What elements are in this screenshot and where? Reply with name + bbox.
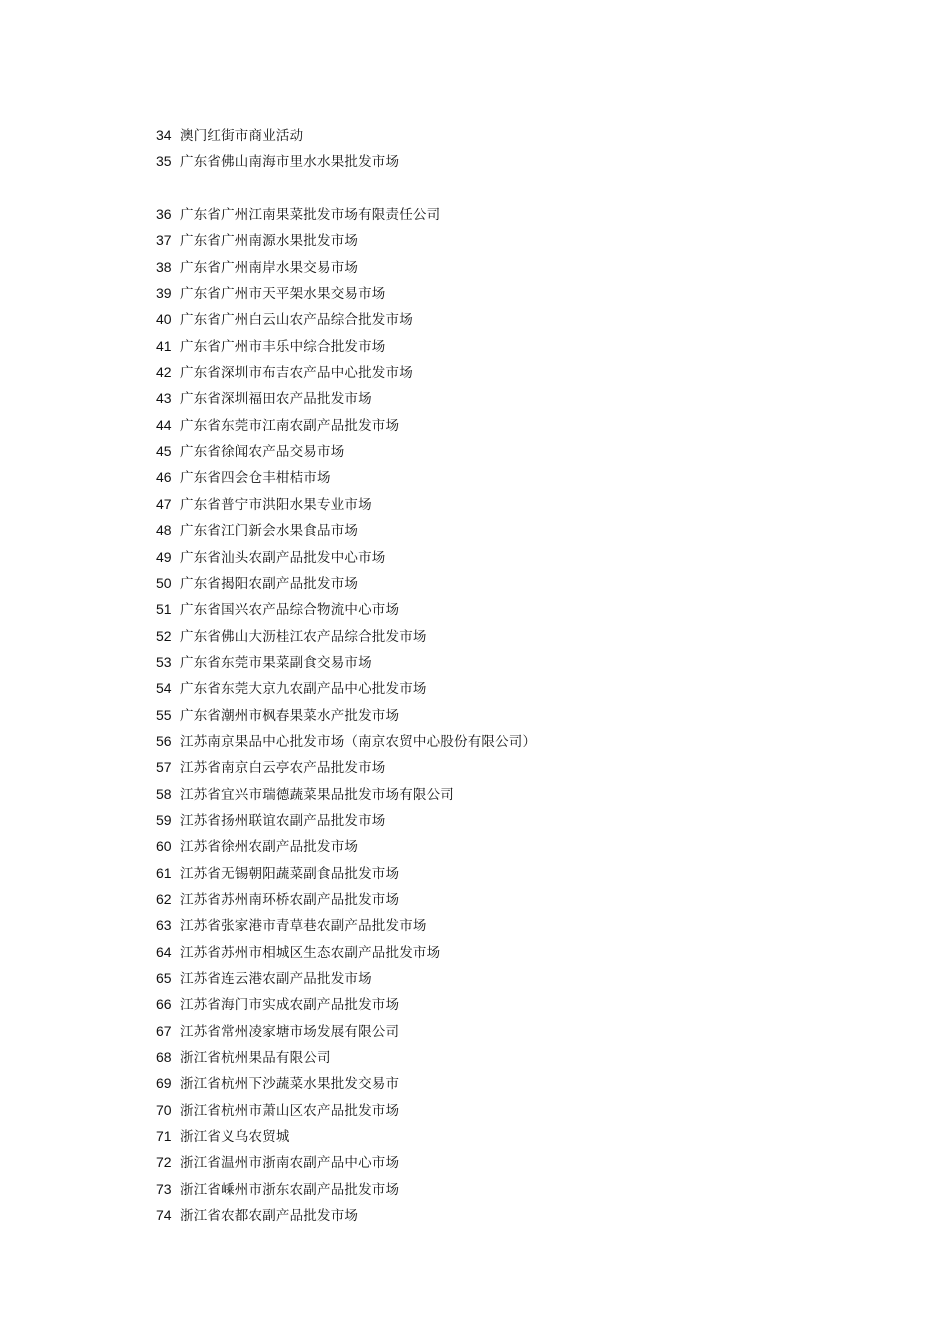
list-item [156,464,536,490]
list-item [156,965,536,991]
item-number: 46 [156,469,172,486]
item-name: 广东省四会仓丰柑桔市场 [180,470,331,487]
item-number: 63 [156,917,172,934]
list-item [156,860,536,886]
item-name: 浙江省杭州市萧山区农产品批发市场 [180,1102,400,1119]
list-item [156,1070,536,1096]
list-item [156,1123,536,1149]
list-item [156,1176,536,1202]
item-number: 60 [156,838,172,855]
item-number: 70 [156,1101,172,1118]
list-item [156,807,536,833]
item-name: 广东省广州市天平架水果交易市场 [180,286,386,303]
list-item [156,122,536,148]
item-name: 广东省东莞大京九农副产品中心批发市场 [180,681,427,698]
item-number: 62 [156,890,172,907]
list-item [156,201,536,227]
list-item [156,886,536,912]
item-name: 广东省东莞市果菜副食交易市场 [180,654,372,671]
item-number: 47 [156,495,172,512]
item-name: 浙江省杭州下沙蔬菜水果批发交易市 [180,1076,400,1093]
item-name: 广东省广州白云山农产品综合批发市场 [180,312,413,329]
list-item [156,939,536,965]
item-name: 广东省深圳福田农产品批发市场 [180,391,372,408]
list-item [156,833,536,859]
item-name: 广东省国兴农产品综合物流中心市场 [180,602,400,619]
item-name: 江苏省常州凌家塘市场发展有限公司 [180,1023,400,1040]
item-number: 67 [156,1022,172,1039]
list-item [156,254,536,280]
list-item [156,1018,536,1044]
item-number: 57 [156,759,172,776]
item-name: 广东省广州江南果菜批发市场有限责任公司 [180,207,441,224]
item-name: 广东省潮州市枫春果菜水产批发市场 [180,707,400,724]
item-name: 江苏省徐州农副产品批发市场 [180,839,359,856]
list-item [156,306,536,332]
list-item [156,991,536,1017]
item-name: 江苏省扬州联谊农副产品批发市场 [180,812,386,829]
item-number: 43 [156,390,172,407]
list-item [156,227,536,253]
item-name: 江苏南京果品中心批发市场（南京农贸中心股份有限公司） [180,733,537,750]
item-number: 72 [156,1154,172,1171]
item-name: 江苏省无锡朝阳蔬菜副食品批发市场 [180,865,400,882]
item-number: 56 [156,732,172,749]
item-name: 广东省汕头农副产品批发中心市场 [180,549,386,566]
item-number: 58 [156,785,172,802]
item-name: 浙江省杭州果品有限公司 [180,1050,331,1067]
item-number: 51 [156,601,172,618]
item-name: 广东省江门新会水果食品市场 [180,523,359,540]
item-name: 广东省徐闻农产品交易市场 [180,444,345,461]
item-name: 广东省广州南源水果批发市场 [180,233,359,250]
item-number: 54 [156,680,172,697]
list-item [156,517,536,543]
item-number: 59 [156,811,172,828]
item-number: 36 [156,206,172,223]
list-item [156,359,536,385]
list-item [156,438,536,464]
item-name: 江苏省海门市实成农副产品批发市场 [180,997,400,1014]
item-number: 49 [156,548,172,565]
list-item [156,544,536,570]
list-item [156,728,536,754]
list-item [156,148,536,174]
item-number: 34 [156,127,172,143]
item-number: 64 [156,943,172,960]
item-number: 48 [156,522,172,539]
list-item [156,912,536,938]
item-name: 广东省揭阳农副产品批发市场 [180,575,359,592]
list-item [156,623,536,649]
item-number: 39 [156,285,172,302]
item-number: 35 [156,153,172,170]
item-name: 广东省广州南岸水果交易市场 [180,259,359,276]
list-item [156,1044,536,1070]
item-number: 44 [156,416,172,433]
item-number: 45 [156,443,172,460]
list-item [156,1097,536,1123]
item-name: 广东省东莞市江南农副产品批发市场 [180,417,400,434]
item-name: 浙江省温州市浙南农副产品中心市场 [180,1155,400,1172]
item-number: 71 [156,1128,172,1145]
item-name: 浙江省义乌农贸城 [180,1129,290,1146]
item-number: 41 [156,337,172,354]
item-name: 广东省普宁市洪阳水果专业市场 [180,496,372,513]
item-number: 74 [156,1207,172,1224]
item-name: 广东省广州市丰乐中综合批发市场 [180,338,386,355]
item-name: 广东省深圳市布吉农产品中心批发市场 [180,365,413,382]
item-name: 江苏省苏州市相城区生态农副产品批发市场 [180,944,441,961]
item-name: 广东省佛山大沥桂江农产品综合批发市场 [180,628,427,645]
item-name: 江苏省南京白云亭农产品批发市场 [180,760,386,777]
item-name: 浙江省农都农副产品批发市场 [180,1208,359,1225]
item-number: 38 [156,258,172,275]
list-item [156,781,536,807]
item-number: 69 [156,1075,172,1092]
item-number: 40 [156,311,172,328]
item-name: 浙江省嵊州市浙东农副产品批发市场 [180,1181,400,1198]
item-number: 50 [156,574,172,591]
list-item [156,649,536,675]
list-item [156,333,536,359]
item-name: 江苏省苏州南环桥农副产品批发市场 [180,891,400,908]
list-item [156,491,536,517]
list-item [156,280,536,306]
item-name: 澳门红街市商业活动 [180,128,304,144]
list-item [156,570,536,596]
item-name: 江苏省宜兴市瑞德蔬菜果品批发市场有限公司 [180,786,454,803]
item-number: 61 [156,864,172,881]
item-number: 42 [156,364,172,381]
item-number: 73 [156,1180,172,1197]
list-item [156,596,536,622]
item-number: 53 [156,653,172,670]
list-item [156,754,536,780]
list-item [156,675,536,701]
market-list [156,122,536,1228]
item-number: 68 [156,1049,172,1066]
item-number: 52 [156,627,172,644]
list-item [156,412,536,438]
item-name: 江苏省张家港市青草巷农副产品批发市场 [180,918,427,935]
list-item [156,1149,536,1175]
item-name: 广东省佛山南海市里水水果批发市场 [180,154,400,171]
item-number: 55 [156,706,172,723]
list-item [156,702,536,728]
item-number: 66 [156,996,172,1013]
item-number: 65 [156,970,172,986]
list-item [156,385,536,411]
list-item [156,1202,536,1228]
item-name: 江苏省连云港农副产品批发市场 [180,971,372,987]
item-number: 37 [156,232,172,249]
